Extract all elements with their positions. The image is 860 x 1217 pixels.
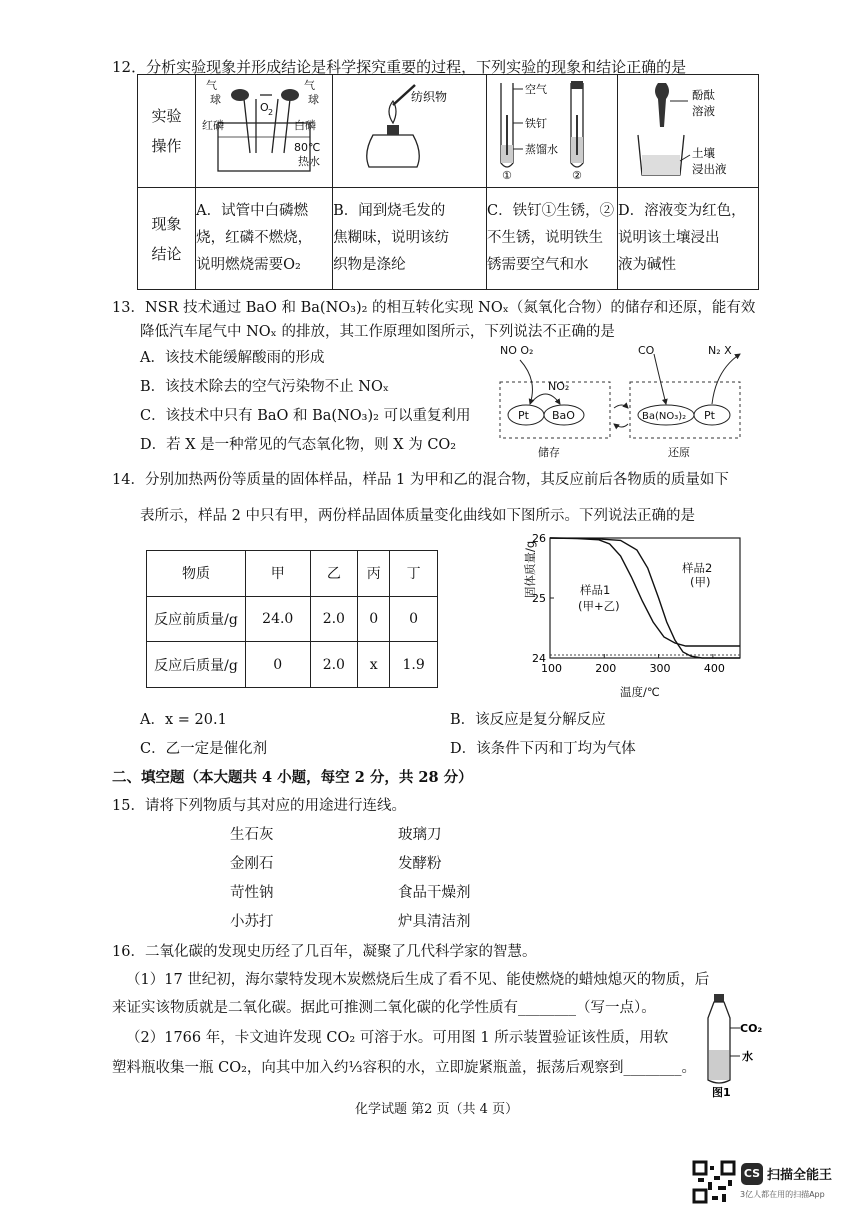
svg-text:图1: 图1 [712, 1086, 731, 1099]
svg-text:80℃: 80℃ [294, 141, 321, 154]
q16-p1-line2: 来证实该物质就是二氧化碳。据此可推测二氧化碳的化学性质有________（写一点）。 [112, 1000, 656, 1016]
y-tick-label: 26 [532, 532, 546, 545]
y-tick-label: 25 [532, 592, 546, 605]
diagram-co-label: CO [638, 344, 655, 357]
nsr-diagram [490, 340, 770, 464]
svg-text:①: ① [502, 169, 512, 182]
svg-text:BaO: BaO [552, 409, 575, 422]
apparatus-b [333, 75, 487, 188]
q14-option-b[interactable]: B．该反应是复分解反应 [450, 712, 606, 728]
q15-left-2[interactable]: 苛性钠 [230, 885, 274, 901]
svg-text:气: 气 [304, 79, 316, 92]
series-line-2 [550, 538, 740, 658]
diagram-output-label: N₂ X [708, 344, 732, 357]
q15-right-3[interactable]: 炉具清洁剂 [398, 914, 471, 930]
bottle-figure-icon [694, 990, 774, 1100]
svg-text:酚酞: 酚酞 [692, 88, 715, 102]
q13-stem-1: 13．NSR 技术通过 BaO 和 Ba(NO₃)₂ 的相互转化实现 NOₓ（氮氧化合物）的储存和还原，能有效 [112, 300, 756, 316]
x-tick-label: 400 [703, 662, 725, 675]
section-title: 二、填空题（本大题共 4 小题，每空 2 分，共 28 分） [112, 769, 473, 786]
x-tick-label: 300 [649, 662, 671, 675]
svg-text:O: O [260, 101, 269, 114]
svg-text:Ba(NO₃)₂: Ba(NO₃)₂ [642, 411, 687, 422]
svg-text:气: 气 [206, 79, 218, 92]
option-d[interactable]: D．溶液变为红色， 说明该土壤浸出 液为碱性 [618, 188, 759, 290]
series2-sublabel: (甲) [690, 575, 711, 589]
q13-option-a[interactable]: A．该技术能缓解酸雨的形成 [140, 350, 325, 366]
svg-text:热水: 热水 [298, 155, 321, 168]
diagram-input-label: NO O₂ [500, 344, 534, 357]
series-line-1 [550, 538, 740, 646]
svg-text:铁钉: 铁钉 [525, 117, 548, 130]
series1-sublabel: (甲+乙) [578, 599, 620, 613]
option-c[interactable]: C．铁钉①生锈，② 不生锈，说明铁生 锈需要空气和水 [487, 188, 618, 290]
svg-text:溶液: 溶液 [692, 104, 715, 118]
mass-temperature-chart [510, 528, 750, 700]
q16-p2-line2: 塑料瓶收集一瓶 CO₂，向其中加入约⅓容积的水，立即旋紧瓶盖，振荡后观察到________。 [112, 1060, 696, 1076]
svg-text:红磷: 红磷 [202, 119, 225, 132]
plot-frame [550, 538, 740, 658]
q13-stem-2: 降低汽车尾气中 NOₓ 的排放，其工作原理如图所示，下列说法不正确的是 [140, 324, 615, 340]
series1-label: 样品1 [580, 583, 611, 597]
svg-text:CO₂: CO₂ [740, 1022, 763, 1035]
dropper-beaker-icon [618, 75, 758, 183]
svg-text:球: 球 [308, 93, 320, 106]
q15-right-1[interactable]: 发酵粉 [398, 856, 442, 872]
apparatus-a [196, 75, 333, 188]
phosphorus-apparatus-icon [196, 75, 330, 183]
q15-left-3[interactable]: 小苏打 [230, 914, 274, 930]
q15-right-0[interactable]: 玻璃刀 [398, 827, 442, 843]
svg-text:纺织物: 纺织物 [411, 90, 448, 104]
q16-p1-line1: （1）17 世纪初，海尔蒙特发现木炭燃烧后生成了看不见、能使燃烧的蜡烛熄灭的物质，后 [126, 972, 710, 988]
svg-text:浸出液: 浸出液 [692, 162, 727, 176]
x-axis-label: 温度/℃ [620, 685, 660, 699]
page-footer: 化学试题 第2 页（共 4 页） [355, 1102, 519, 1117]
y-tick-label: 24 [532, 652, 546, 665]
svg-text:空气: 空气 [525, 83, 548, 96]
test-tubes-icon [487, 75, 615, 183]
scanner-slogan: 3亿人都在用的扫描App [740, 1190, 825, 1199]
q15-left-1[interactable]: 金刚石 [230, 856, 274, 872]
table-row: 反应前质量/g 24.0 2.0 0 0 [147, 596, 438, 642]
apparatus-d [618, 75, 759, 188]
series2-label: 样品2 [682, 561, 713, 575]
q14-option-c[interactable]: C．乙一定是催化剂 [140, 741, 268, 757]
diagram-reduce-label: 还原 [668, 446, 690, 459]
svg-text:白磷: 白磷 [294, 119, 317, 132]
q14-stem-2: 表所示，样品 2 中只有甲，两份样品固体质量变化曲线如下图所示。下列说法正确的是 [140, 508, 695, 524]
svg-text:蒸馏水: 蒸馏水 [525, 143, 559, 156]
q12-table [137, 74, 759, 290]
option-a[interactable]: A．试管中白磷燃 烧，红磷不燃烧， 说明燃烧需要O₂ [196, 188, 333, 290]
q14-stem-1: 14．分别加热两份等质量的固体样品，样品 1 为甲和乙的混合物，其反应前后各物质的质量如下 [112, 472, 729, 488]
q15-stem: 15．请将下列物质与其对应的用途进行连线。 [112, 798, 406, 814]
scanner-app-name: 扫描全能王 [767, 1168, 833, 1183]
scanner-logo-icon: CS [741, 1163, 763, 1185]
svg-text:土壤: 土壤 [692, 146, 715, 160]
svg-text:球: 球 [210, 93, 222, 106]
q16-p2-line1: （2）1766 年，卡文迪许发现 CO₂ 可溶于水。可用图 1 所示装置验证该性质，用软 [126, 1030, 669, 1046]
svg-text:Pt: Pt [518, 409, 529, 422]
q15-right-2[interactable]: 食品干燥剂 [398, 885, 471, 901]
x-tick-label: 200 [595, 662, 617, 675]
x-tick-label: 100 [541, 662, 562, 675]
svg-text:水: 水 [742, 1050, 753, 1063]
svg-text:Pt: Pt [704, 409, 715, 422]
q14-option-d[interactable]: D．该条件下丙和丁均为气体 [450, 741, 636, 757]
svg-text:②: ② [572, 169, 582, 182]
diagram-no2-label: NO₂ [548, 380, 570, 393]
svg-text:2: 2 [268, 108, 274, 117]
q12-stem: 12．分析实验现象并形成结论是科学探究重要的过程，下列实验的现象和结论正确的是 [112, 58, 687, 76]
table-row: 反应后质量/g 0 2.0 x 1.9 [147, 642, 438, 688]
q14-option-a[interactable]: A．x = 20.1 [140, 712, 227, 728]
q13-option-b[interactable]: B．该技术除去的空气污染物不止 NOₓ [140, 379, 389, 395]
apparatus-c [487, 75, 618, 188]
q16-stem: 16．二氧化碳的发现史历经了几百年，凝聚了几代科学家的智慧。 [112, 944, 537, 960]
q14-mass-table: 物质 甲 乙 丙 丁 反应前质量/g 24.0 2.0 0 0 反应后质量/g 0 2.0 x 1.9 [146, 550, 438, 688]
q13-option-c[interactable]: C．该技术中只有 BaO 和 Ba(NO₃)₂ 可以重复利用 [140, 408, 471, 424]
q15-left-0[interactable]: 生石灰 [230, 827, 274, 843]
burner-icon [333, 75, 483, 183]
qr-code-icon [692, 1160, 736, 1204]
row-label-operation: 实验 操作 [138, 75, 196, 188]
diagram-store-label: 储存 [538, 446, 560, 459]
q13-option-d[interactable]: D．若 X 是一种常见的气态氧化物，则 X 为 CO₂ [140, 437, 457, 453]
option-b[interactable]: B．闻到烧毛发的 焦糊味，说明该纺 织物是涤纶 [333, 188, 487, 290]
y-axis-label: 固体质量/g [523, 540, 537, 598]
row-label-result: 现象 结论 [138, 188, 196, 290]
